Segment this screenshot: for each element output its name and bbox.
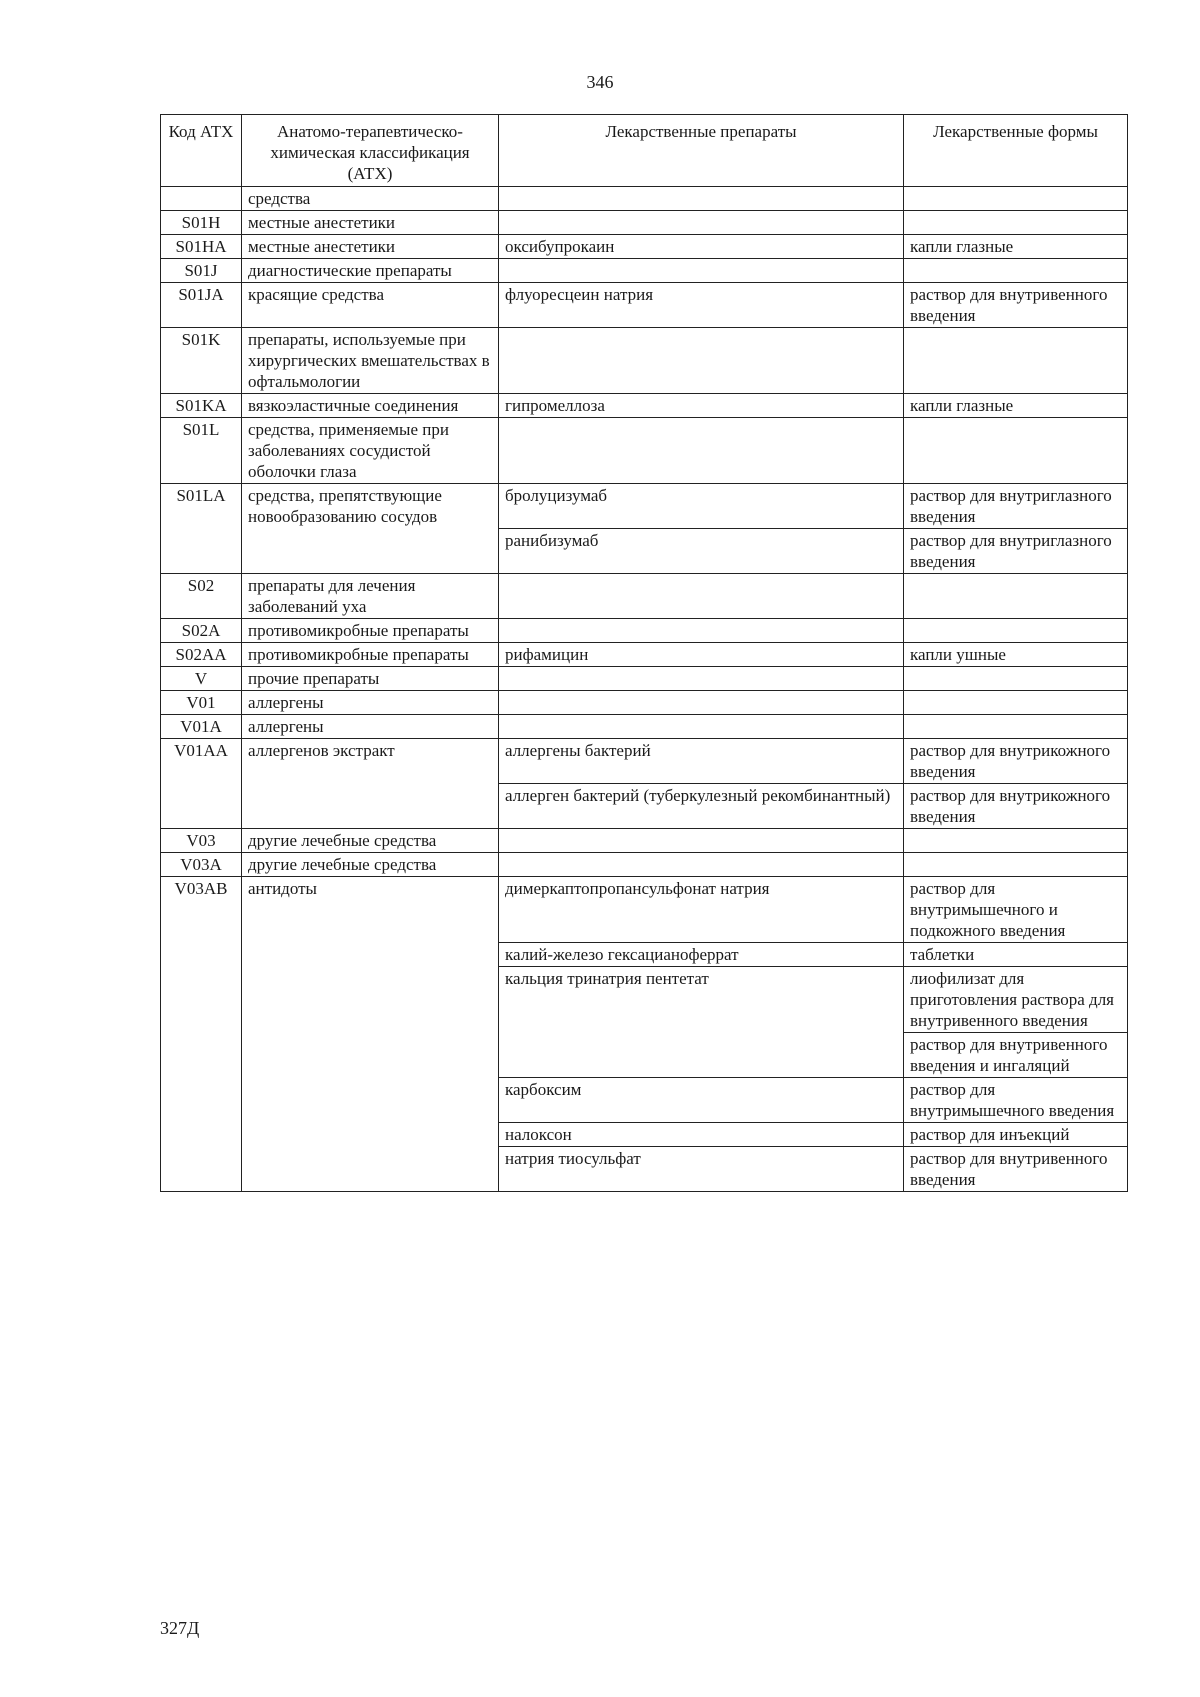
page-number: 346 <box>586 72 614 92</box>
drug-form: лиофилизат для приготовления раствора для внутривенного введения <box>904 967 1128 1033</box>
table-row <box>161 259 1128 283</box>
atx-code: V03A <box>161 853 242 877</box>
drug-form <box>904 715 1128 739</box>
drug-form <box>904 829 1128 853</box>
drug-name: димеркаптопропансульфонат натрия <box>499 877 904 943</box>
drug-name: аллергены бактерий <box>499 739 904 784</box>
atx-classification: средства <box>242 187 499 211</box>
atx-classification: аллергенов экстракт <box>242 739 499 829</box>
drug-name <box>499 829 904 853</box>
drug-name <box>499 853 904 877</box>
atx-code: S01LA <box>161 484 242 574</box>
atx-classification: противомикробные препараты <box>242 643 499 667</box>
drug-name: натрия тиосульфат <box>499 1147 904 1192</box>
atx-code: S01J <box>161 259 242 283</box>
drug-name <box>499 259 904 283</box>
table-row <box>161 394 1128 418</box>
drug-name <box>499 691 904 715</box>
drug-name: рифамицин <box>499 643 904 667</box>
drug-name <box>499 619 904 643</box>
table-row <box>161 235 1128 259</box>
table-row <box>161 619 1128 643</box>
drug-form: раствор для внутриглазного введения <box>904 529 1128 574</box>
atx-code: S01K <box>161 328 242 394</box>
header-code: Код АТХ <box>161 115 242 187</box>
drug-form: таблетки <box>904 943 1128 967</box>
atx-classification: красящие средства <box>242 283 499 328</box>
drug-form: раствор для внутримышечного введения <box>904 1078 1128 1123</box>
drug-form <box>904 187 1128 211</box>
atx-classification: другие лечебные средства <box>242 853 499 877</box>
atx-classification: антидоты <box>242 877 499 1192</box>
drug-form: раствор для внутримышечного и подкожного введения <box>904 877 1128 943</box>
atx-classification: средства, препятствующие новообразованию сосудов <box>242 484 499 574</box>
drug-name: налоксон <box>499 1123 904 1147</box>
drug-form <box>904 259 1128 283</box>
drug-name <box>499 418 904 484</box>
atx-code: S01L <box>161 418 242 484</box>
table-row <box>161 484 1128 529</box>
drug-form <box>904 574 1128 619</box>
drug-name <box>499 328 904 394</box>
table-row <box>161 574 1128 619</box>
atx-code: V01AA <box>161 739 242 829</box>
drug-form <box>904 853 1128 877</box>
header-drugs: Лекарственные препараты <box>499 115 904 187</box>
table-row <box>161 187 1128 211</box>
drug-name <box>499 574 904 619</box>
atx-code: S01HA <box>161 235 242 259</box>
atx-classification: препараты для лечения заболеваний уха <box>242 574 499 619</box>
drug-form <box>904 667 1128 691</box>
atx-code: S01JA <box>161 283 242 328</box>
drug-name: калий-железо гексацианоферрат <box>499 943 904 967</box>
drug-name: ранибизумаб <box>499 529 904 574</box>
drug-form: капли ушные <box>904 643 1128 667</box>
atx-table <box>160 114 1128 1192</box>
atx-classification: другие лечебные средства <box>242 829 499 853</box>
drug-name: карбоксим <box>499 1078 904 1123</box>
table-row <box>161 283 1128 328</box>
footer-code: 327Д <box>160 1618 200 1638</box>
atx-classification: вязкоэластичные соединения <box>242 394 499 418</box>
atx-code: V01A <box>161 715 242 739</box>
atx-code: V01 <box>161 691 242 715</box>
atx-classification: диагностические препараты <box>242 259 499 283</box>
atx-classification: прочие препараты <box>242 667 499 691</box>
atx-code: S02A <box>161 619 242 643</box>
atx-classification: препараты, используемые при хирургических вмешательствах в офтальмологии <box>242 328 499 394</box>
atx-code: V03 <box>161 829 242 853</box>
drug-form <box>904 328 1128 394</box>
drug-form: капли глазные <box>904 235 1128 259</box>
drug-name: гипромеллоза <box>499 394 904 418</box>
drug-name <box>499 187 904 211</box>
atx-code: S02 <box>161 574 242 619</box>
atx-code: V <box>161 667 242 691</box>
table-row <box>161 691 1128 715</box>
drug-name: флуоресцеин натрия <box>499 283 904 328</box>
drug-name <box>499 667 904 691</box>
drug-form: раствор для инъекций <box>904 1123 1128 1147</box>
atx-code <box>161 187 242 211</box>
atx-classification: местные анестетики <box>242 235 499 259</box>
atx-code: V03AB <box>161 877 242 1192</box>
table-row <box>161 715 1128 739</box>
table-row <box>161 211 1128 235</box>
atx-classification: аллергены <box>242 691 499 715</box>
drug-form: капли глазные <box>904 394 1128 418</box>
drug-form: раствор для внутривенного введения и ингаляций <box>904 1033 1128 1078</box>
atx-classification: противомикробные препараты <box>242 619 499 643</box>
table-row <box>161 667 1128 691</box>
drug-form <box>904 619 1128 643</box>
table-header-row <box>161 115 1128 187</box>
header-classification: Анатомо-терапевтическо-химическая классификация (АТХ) <box>242 115 499 187</box>
drug-name <box>499 715 904 739</box>
atx-code: S02AA <box>161 643 242 667</box>
table-row <box>161 853 1128 877</box>
drug-form: раствор для внутрикожного введения <box>904 784 1128 829</box>
table-row <box>161 829 1128 853</box>
atx-code: S01H <box>161 211 242 235</box>
atx-classification: аллергены <box>242 715 499 739</box>
header-forms: Лекарственные формы <box>904 115 1128 187</box>
drug-name <box>499 211 904 235</box>
drug-name: оксибупрокаин <box>499 235 904 259</box>
atx-classification: местные анестетики <box>242 211 499 235</box>
drug-name: аллерген бактерий (туберкулезный рекомбинантный) <box>499 784 904 829</box>
atx-code: S01KA <box>161 394 242 418</box>
table-row <box>161 328 1128 394</box>
drug-form <box>904 691 1128 715</box>
drug-form <box>904 418 1128 484</box>
table-row <box>161 739 1128 784</box>
drug-name: кальция тринатрия пентетат <box>499 967 904 1078</box>
drug-form: раствор для внутривенного введения <box>904 1147 1128 1192</box>
table-row <box>161 643 1128 667</box>
table-row <box>161 418 1128 484</box>
drug-form: раствор для внутриглазного введения <box>904 484 1128 529</box>
drug-form <box>904 211 1128 235</box>
drug-name: бролуцизумаб <box>499 484 904 529</box>
drug-form: раствор для внутривенного введения <box>904 283 1128 328</box>
atx-classification: средства, применяемые при заболеваниях сосудистой оболочки глаза <box>242 418 499 484</box>
drug-form: раствор для внутрикожного введения <box>904 739 1128 784</box>
table-row <box>161 877 1128 943</box>
